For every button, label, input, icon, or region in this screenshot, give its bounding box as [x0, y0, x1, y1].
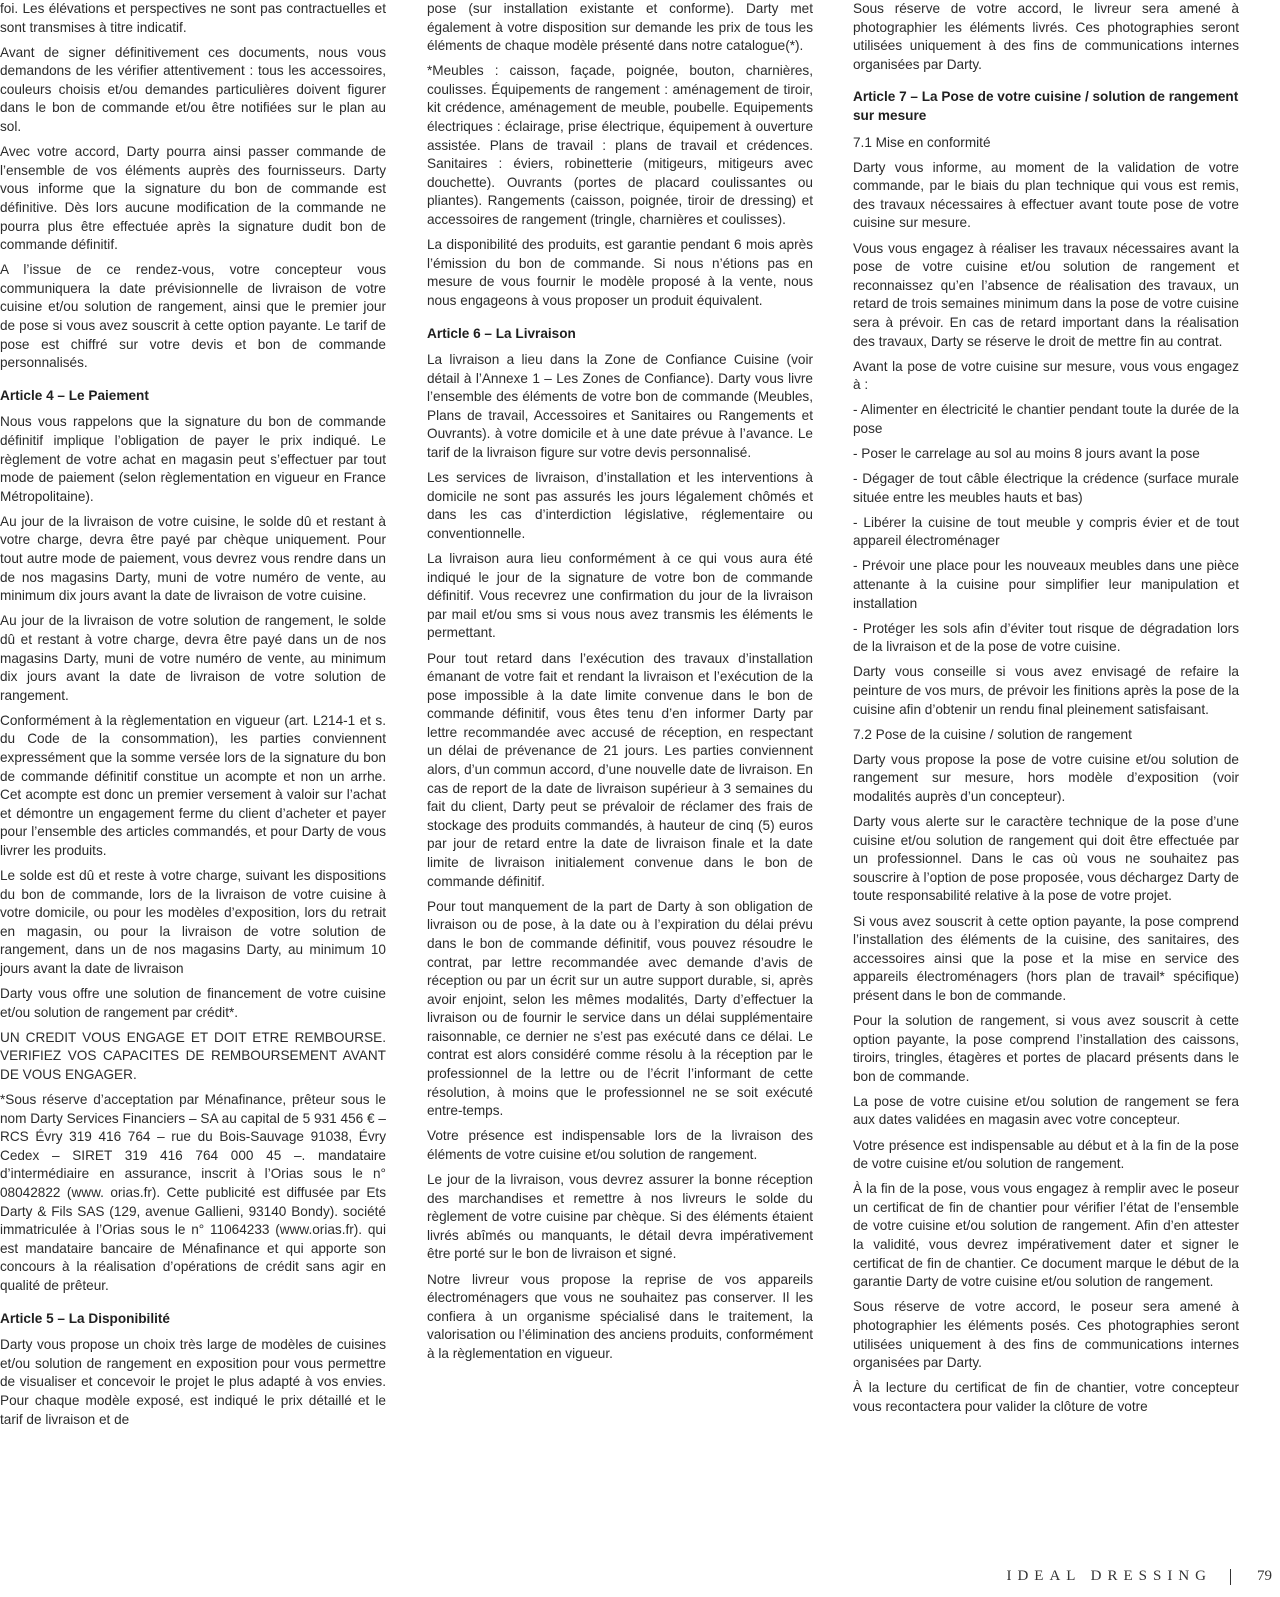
- column-right: [853, 0, 1239, 1423]
- paragraph: Pour tout manquement de la part de Darty à son obligation de livraison ou de pose, à la date ou à l’expiration du délai prévu dans le bon de commande définitif, vous pouvez résoudre le contrat, par lettre recommandée avec demande d’avis de réception ou par un écrit sur un autre support durable, si, après avoir enjoint, selon les mêmes modalités, Darty d’effectuer la livraison ou de fournir le service dans un délai supplémentaire raisonnable, ce dernier ne s’est pas exécuté dans ce délai. Le contrat est alors considéré comme résolu à la réception par le professionnel de la lettre ou de l’écrit l’informant de cette résolution, à moins que le professionnel ne se soit exécuté entre-temps.: [427, 898, 813, 1119]
- paragraph: Notre livreur vous propose la reprise de vos appareils électroménagers que vous ne souhaitez pas conserver. Il les confiera à un organisme spécialisé dans le traitement, la valorisation ou l’élimination des anciens produits, conformément à la règlementation en vigueur.: [427, 1271, 813, 1361]
- paragraph: Darty vous propose la pose de votre cuisine et/ou solution de rangement sur mesure, hors modèle d’exposition (voir modalités auprès d’un concepteur).: [853, 751, 1239, 804]
- paragraph: Pour la solution de rangement, si vous avez souscrit à cette option payante, la pose comprend l’installation des caissons, tiroirs, tringles, étagères et portes de placard présents dans le bon de commande.: [853, 1013, 1239, 1084]
- paragraph: Les services de livraison, d’installation et les interventions à domicile ne sont pas assurés les jours légalement chômés et dans les cas d’interdiction législative, réglementaire ou conventionnelle.: [427, 470, 813, 541]
- paragraph: Au jour de la livraison de votre solution de rangement, le solde dû et restant à votre charge, devra être payé dans un de nos magasins Darty, muni de votre numéro de vente, au minimum dix jours avant la date de livraison de votre solution de rangement.: [0, 613, 386, 703]
- paragraph: - Prévoir une place pour les nouveaux meubles dans une pièce attenante à la cuisine pour simplifier leur manipulation et installation: [853, 558, 1239, 611]
- paragraph: Darty vous offre une solution de financement de votre cuisine et/ou solution de rangement par crédit*.: [0, 986, 386, 1020]
- paragraph: UN CREDIT VOUS ENGAGE ET DOIT ETRE REMBOURSE. VERIFIEZ VOS CAPACITES DE REMBOURSEMENT AVANT DE VOUS ENGAGER.: [0, 1029, 386, 1082]
- paragraph: Au jour de la livraison de votre cuisine, le solde dû et restant à votre charge, devra être payé par chèque uniquement. Pour tout autre mode de paiement, vous devrez vous rendre dans un de nos magasins Darty, muni de votre numéro de vente, au minimum dix jours avant la date de livraison de votre cuisine.: [0, 513, 386, 604]
- paragraph: *Meubles : caisson, façade, poignée, bouton, charnières, coulisses. Équipements de rangement : aménagement de tiroir, kit crédence, aménagement de meuble, poubelle. Equipements électriques : éclairage, prise électrique, équipement à ouverture assistée. Plans de travail : plans de travail et crédences. Sanitaires : éviers, robinetterie (mitigeurs, mitigeurs avec douchette). Ouvrants (portes de placard coulissantes ou pliantes). Rangements (caisson, poignée, tiroir de dressing) et accessoires de rangement (tringle, charnières et coulisses).: [427, 63, 813, 228]
- paragraph: Sous réserve de votre accord, le livreur sera amené à photographier les éléments livrés. Ces photographies seront utilisées uniquement à des fins de communications internes organisées par Darty.: [853, 1, 1239, 72]
- paragraph: - Poser le carrelage au sol au moins 8 jours avant la pose: [853, 445, 1200, 461]
- article-heading: Article 7 – La Pose de votre cuisine / solution de rangement sur mesure: [853, 89, 1239, 123]
- footer-brand: IDEAL DRESSING: [1006, 1568, 1212, 1584]
- column-middle: [427, 0, 813, 1370]
- paragraph: *Sous réserve d’acceptation par Ménafinance, prêteur sous le nom Darty Services Financiers – SA au capital de 5 931 456 € – RCS Évry 319 416 764 – rue du Bois-Sauvage 91038, Évry Cedex – SIRET 319 416 764 000 45 –. mandataire d’intermédiaire en assurance, inscrit à l’Orias sous le n° 08042822 (www. orias.fr). Cette publicité est diffusée par Ets Darty & Fils SAS (129, avenue Gallieni, 93140 Bondy). société immatriculée à l’Orias sous le n° 11064233 (www.orias.fr). qui est mandataire bancaire de Ménafinance et qui apporte son concours à la réalisation d’opérations de crédit sans agir en qualité de prêteur.: [0, 1092, 386, 1293]
- paragraph: Darty vous alerte sur le caractère technique de la pose d’une cuisine et/ou solution de rangement qui doit être effectuée par un professionnel. Dans le cas où vous ne souhaitez pas souscrire à l’option de pose proposée, vous déchargez Darty de toute responsabilité relative à la pose de votre projet.: [853, 814, 1239, 904]
- paragraph: Avec votre accord, Darty pourra ainsi passer commande de l’ensemble de vos éléments auprès des fournisseurs. Darty vous informe que la signature du bon de commande est définitive. Dès lors aucune modification de la commande ne pourra plus être effectuée après la signature dudit bon de commande définitif.: [0, 144, 386, 253]
- paragraph: Vous vous engagez à réaliser les travaux nécessaires avant la pose de votre cuisine et/ou solution de rangement et reconnaissez qu’en l’absence de réalisation des travaux, un retard de trois semaines minimum dans la pose de votre cuisine sera à prévoir. En cas de retard important dans la réalisation des travaux, Darty se réserve le droit de mettre fin au contrat.: [853, 240, 1239, 349]
- paragraph: À la lecture du certificat de fin de chantier, votre concepteur vous recontactera pour valider la clôture de votre: [853, 1380, 1239, 1414]
- page-footer: [1006, 1568, 1272, 1585]
- paragraph: pose (sur installation existante et conforme). Darty met également à votre disposition sur demande les prix de tous les éléments de chaque modèle présenté dans notre catalogue(*).: [427, 1, 813, 54]
- paragraph: Pour tout retard dans l’exécution des travaux d’installation émanant de votre fait et rendant la livraison et l’exécution de la pose impossible à la date limite convenue dans le bon de commande définitif, vous êtes tenu d’en informer Darty par lettre recommandée avec accusé de réception, en respectant un délai de prévenance de 21 jours. Les parties conviennent alors, d’un commun accord, d’une nouvelle date de livraison. En cas de report de la date de livraison supérieur à 3 semaines du fait du client, Darty peut se prévaloir de réclamer des frais de stockage des produits commandés, à hauteur de cinq (5) euros par jour de retard entre la date de livraison finale et la date limite de livraison initialement convenue dans le bon de commande définitif.: [427, 650, 813, 889]
- paragraph: Darty vous conseille si vous avez envisagé de refaire la peinture de vos murs, de prévoir les finitions après la pose de la cuisine afin d’obtenir un rendu final pleinement satisfaisant.: [853, 664, 1239, 717]
- paragraph: - Libérer la cuisine de tout meuble y compris évier et de tout appareil électroménager: [853, 514, 1239, 549]
- paragraph: Si vous avez souscrit à cette option payante, la pose comprend l’installation des éléments de la cuisine, des sanitaires, des accessoires ainsi que la pose et la mise en service des appareils électroménagers (hors plan de travail* spécifique) présent dans le bon de commande.: [853, 913, 1239, 1003]
- paragraph: Votre présence est indispensable au début et à la fin de la pose de votre cuisine et/ou solution de rangement.: [853, 1137, 1239, 1172]
- paragraph: La disponibilité des produits, est garantie pendant 6 mois après l’émission du bon de commande. Si nous n’étions pas en mesure de vous fournir le modèle proposé à la vente, nous nous engageons à vous proposer un produit équivalent.: [427, 237, 813, 308]
- paragraph: Votre présence est indispensable lors de la livraison des éléments de votre cuisine et/ou solution de rangement.: [427, 1128, 813, 1162]
- paragraph: Sous réserve de votre accord, le poseur sera amené à photographier les éléments posés. Ces photographies seront utilisées uniquement à des fins de communications internes organisées par Darty.: [853, 1299, 1239, 1371]
- page-number: 79: [1257, 1568, 1272, 1584]
- paragraph: Avant la pose de votre cuisine sur mesure, vous vous engagez à :: [853, 358, 1239, 393]
- paragraph: - Alimenter en électricité le chantier pendant toute la durée de la pose: [853, 402, 1239, 436]
- paragraph: Avant de signer définitivement ces documents, nous vous demandons de les vérifier attentivement : tous les accessoires, couleurs choisis et/ou demandes particulières doivent figurer dans le bon de commande et/ou être notifiées sur le plan au sol.: [0, 44, 386, 135]
- article-heading: Article 4 – Le Paiement: [0, 387, 149, 403]
- section-subheading: 7.1 Mise en conformité: [853, 134, 991, 150]
- paragraph: Darty vous propose un choix très large de modèles de cuisines et/ou solution de rangement en exposition pour vous permettre de visualiser et concevoir le projet le plus adapté à vos envies. Pour chaque modèle exposé, est indiqué le prix détaillé et le tarif de livraison et de: [0, 1337, 386, 1427]
- column-left: [0, 0, 386, 1436]
- paragraph: Le solde est dû et reste à votre charge, suivant les dispositions du bon de commande, lors de la livraison de votre cuisine à votre domicile, ou pour les modèles d’exposition, lors du retrait en magasin, ou pour la livraison de votre solution de rangement, dans un de nos magasins Darty, au minimum 10 jours avant la date de livraison: [0, 868, 386, 976]
- paragraph: A l’issue de ce rendez-vous, votre concepteur vous communiquera la date prévisionnelle de livraison de votre cuisine et/ou solution de rangement, ainsi que le premier jour de pose si vous avez souscrit à cette option payante. Le tarif de pose est chiffré sur votre devis et bon de commande personnalisés.: [0, 262, 386, 371]
- footer-divider: [1230, 1569, 1231, 1585]
- section-subheading: 7.2 Pose de la cuisine / solution de rangement: [853, 726, 1132, 742]
- paragraph: À la fin de la pose, vous vous engagez à remplir avec le poseur un certificat de fin de chantier pour vérifier l’état de l’ensemble de votre cuisine et/ou solution de rangement. Afin d’en attester la validité, vous devrez impérativement dater et signer le certificat de fin de chantier. Ce document marque le début de la garantie Darty de votre cuisine et/ou solution de rangement.: [853, 1181, 1239, 1290]
- paragraph: La pose de votre cuisine et/ou solution de rangement se fera aux dates validées en magasin avec votre concepteur.: [853, 1093, 1239, 1128]
- paragraph: - Dégager de tout câble électrique la crédence (surface murale située entre les meubles hauts et bas): [853, 471, 1239, 505]
- article-heading: Article 6 – La Livraison: [427, 325, 576, 341]
- paragraph: Le jour de la livraison, vous devrez assurer la bonne réception des marchandises et remettre à nos livreurs le solde du règlement de votre cuisine par chèque. Si des éléments étaient livrés abîmés ou manquants, le détail devra impérativement être porté sur le bon de livraison et signé.: [427, 1172, 813, 1262]
- paragraph: - Protéger les sols afin d’éviter tout risque de dégradation lors de la livraison et de la pose de votre cuisine.: [853, 620, 1239, 655]
- paragraph: Nous vous rappelons que la signature du bon de commande définitif implique l’obligation de payer le prix indiqué. Le règlement de votre achat en magasin peut s’effectuer par tout mode de paiement (selon règlementation en vigueur en France Métropolitaine).: [0, 414, 386, 504]
- paragraph: foi. Les élévations et perspectives ne sont pas contractuelles et sont transmises à titre indicatif.: [0, 1, 386, 35]
- paragraph: Conformément à la règlementation en vigueur (art. L214-1 et s. du Code de la consommation), les parties conviennent expressément que la somme versée lors de la signature du bon de commande définitif constitue un acompte et non un arrhe. Cet acompte est donc un premier versement à valoir sur l’achat et démontre un engagement ferme du client d’acheter et payer pour l’ensemble des articles commandés, et pour Darty de vous livrer les produits.: [0, 712, 386, 858]
- paragraph: La livraison a lieu dans la Zone de Confiance Cuisine (voir détail à l’Annexe 1 – Les Zones de Confiance). Darty vous livre l’ensemble des éléments de votre bon de commande (Meubles, Plans de travail, Accessoires et Sanitaires ou Rangements et Ouvrants). à votre domicile et à une date prévue à l’avance. Le tarif de la livraison figure sur votre devis personnalisé.: [427, 352, 813, 461]
- article-heading: Article 5 – La Disponibilité: [0, 1310, 170, 1326]
- paragraph: La livraison aura lieu conformément à ce qui vous aura été indiqué le jour de la signature de votre bon de commande définitif. Vous recevrez une confirmation du jour de la livraison par mail et/ou sms si vous nous avez transmis les éléments le permettant.: [427, 551, 813, 641]
- paragraph: Darty vous informe, au moment de la validation de votre commande, par le biais du plan technique qui vous est remis, des travaux nécessaires à effectuer avant toute pose de votre cuisine sur mesure.: [853, 159, 1239, 231]
